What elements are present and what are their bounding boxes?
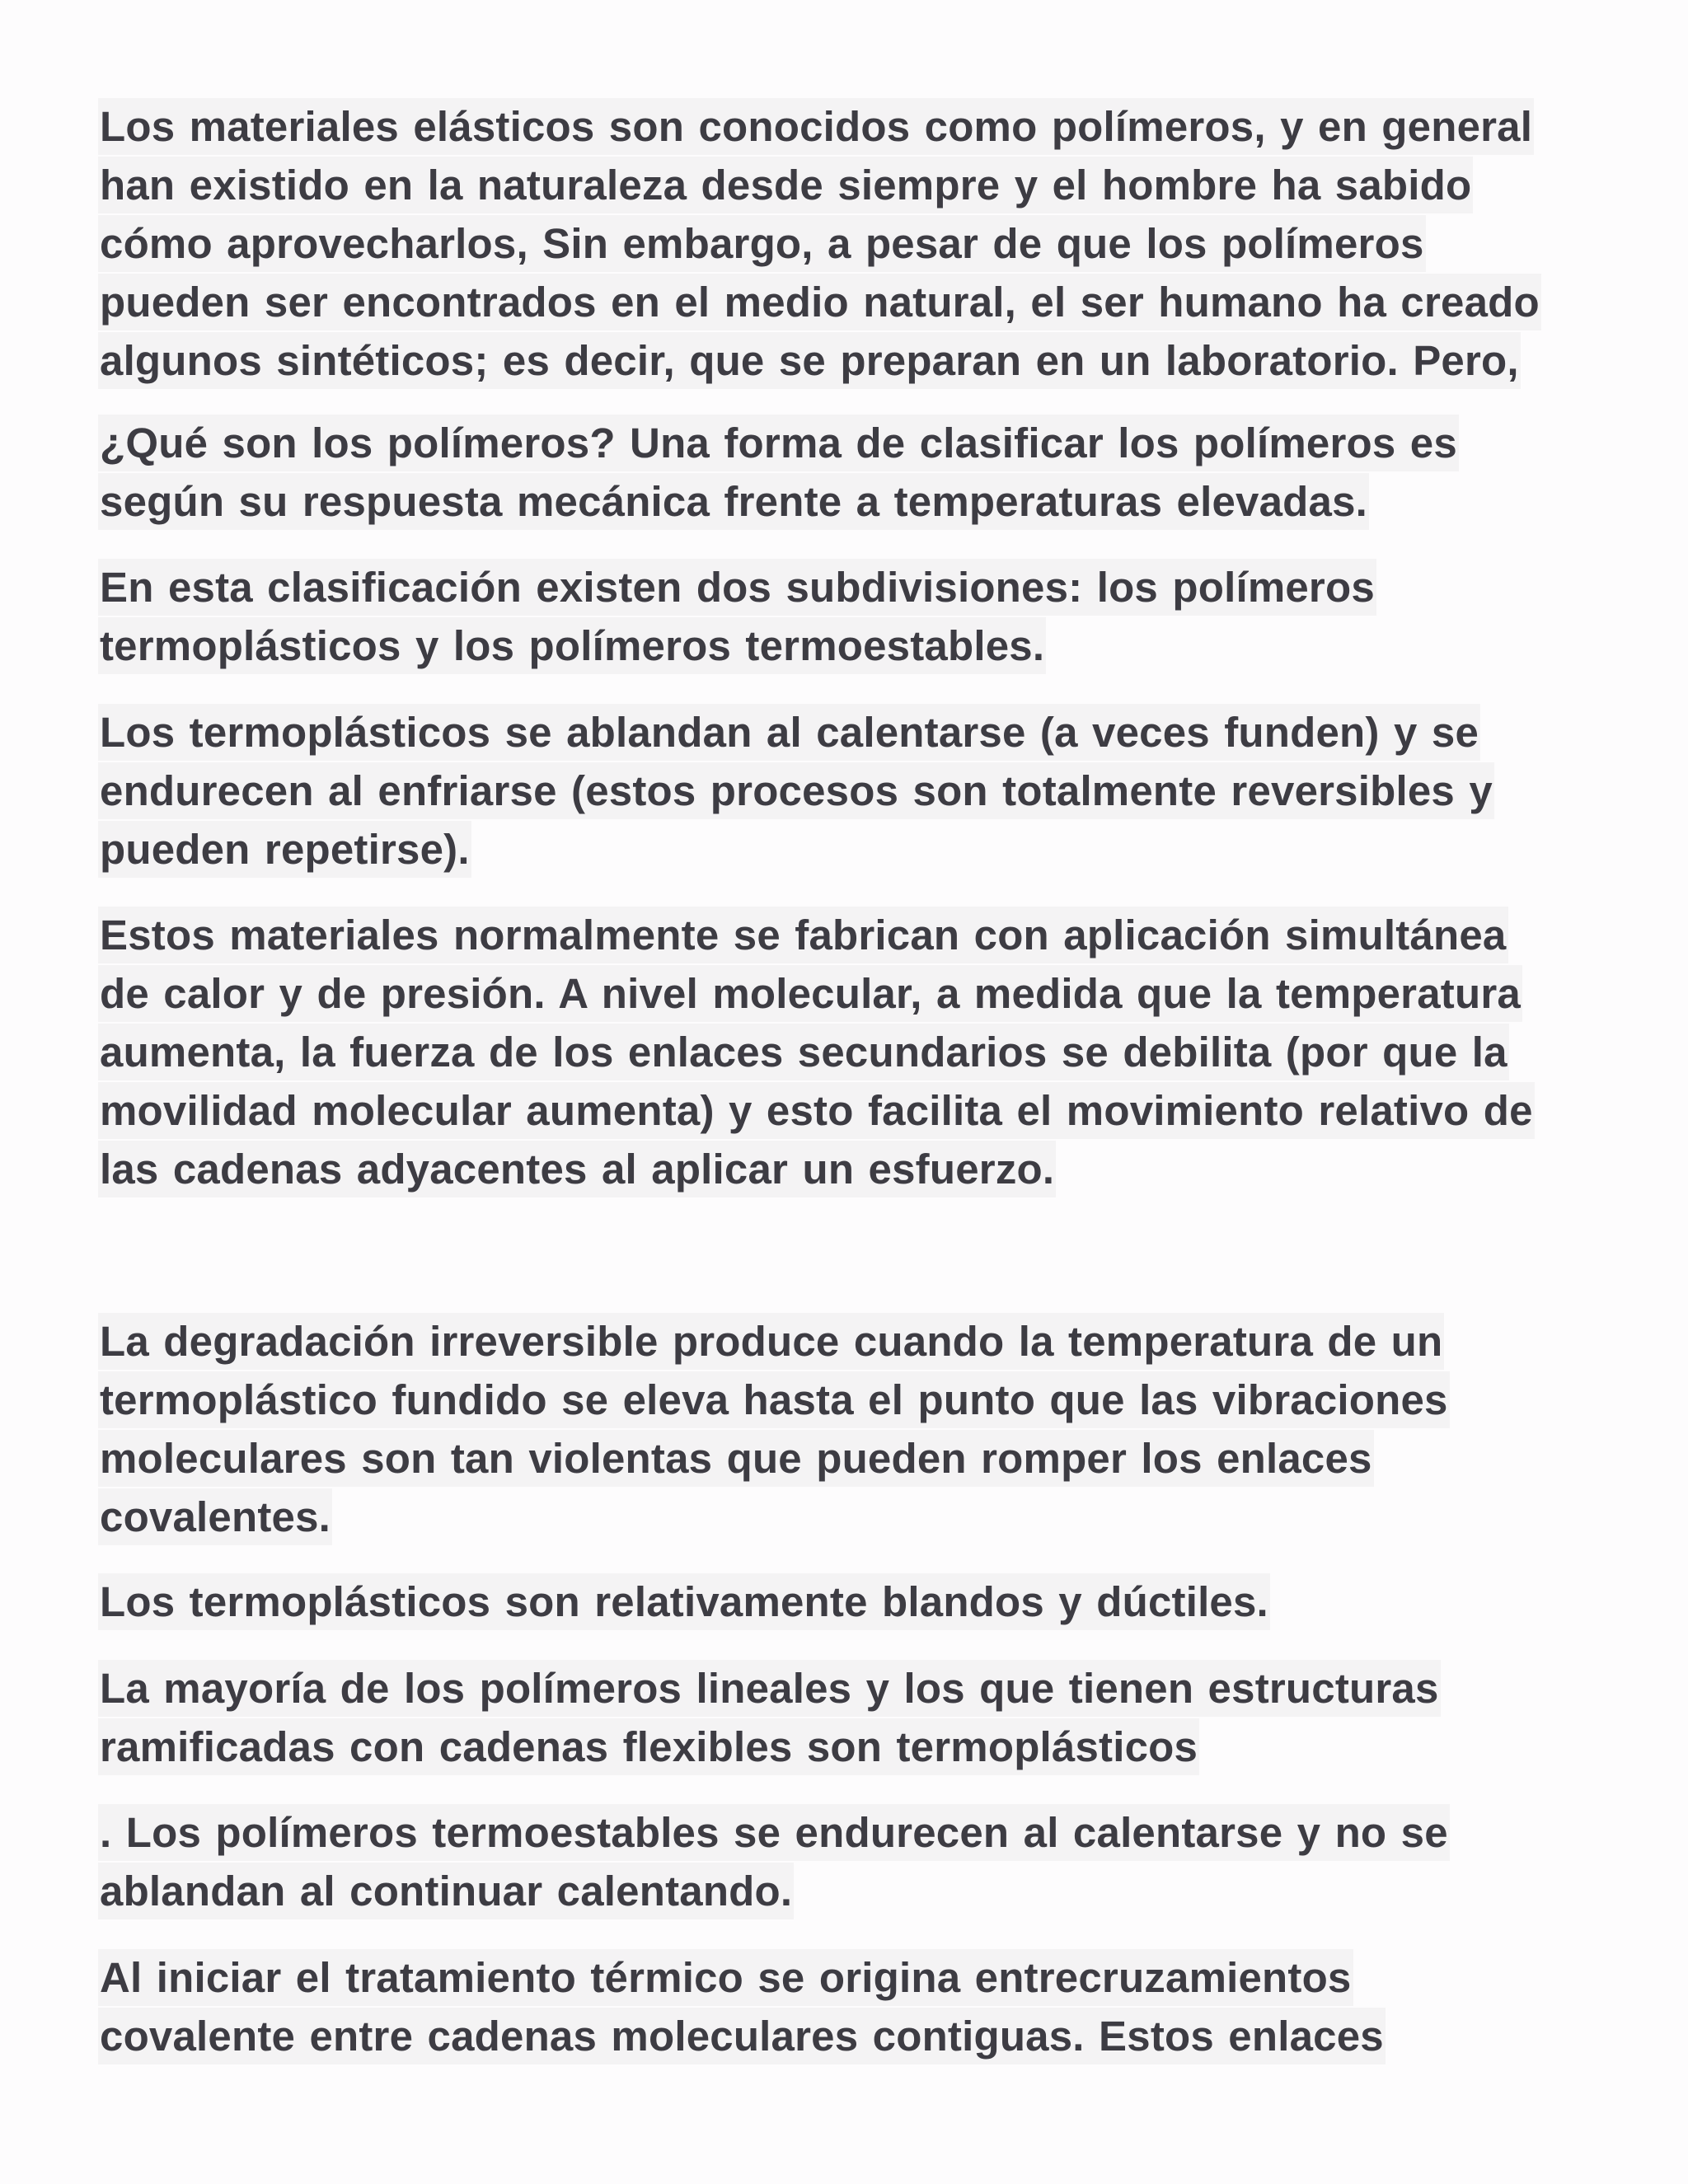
text-line: . Los polímeros termoestables se endurecen al calentarse y no se — [98, 1803, 1450, 1862]
paragraph-thermoplastics — [98, 703, 1494, 879]
text-line: las cadenas adyacentes al aplicar un esfuerzo. — [98, 1140, 1535, 1198]
text-line: aumenta, la fuerza de los enlaces secundarios se debilita (por que la — [98, 1023, 1535, 1081]
text-line: Los materiales elásticos son conocidos como polímeros, y en general — [98, 97, 1541, 156]
text-line: En esta clasificación existen dos subdivisiones: los polímeros — [98, 558, 1376, 616]
text-line: Al iniciar el tratamiento térmico se origina entrecruzamientos — [98, 1948, 1386, 2007]
paragraph-polymers-intro — [98, 97, 1541, 390]
text-line: cómo aprovecharlos, Sin embargo, a pesar de que los polímeros — [98, 214, 1541, 273]
text-line: pueden repetirse). — [98, 820, 1494, 879]
text-line: según su respuesta mecánica frente a temperaturas elevadas. — [98, 472, 1459, 531]
text-line: termoplásticos y los polímeros termoestables. — [98, 616, 1376, 675]
text-line: covalente entre cadenas moleculares contiguas. Estos enlaces — [98, 2007, 1386, 2065]
text-line: ¿Qué son los polímeros? Una forma de clasificar los polímeros es — [98, 414, 1459, 472]
text-line: termoplástico fundido se eleva hasta el punto que las vibraciones — [98, 1371, 1450, 1429]
text-line: ramificadas con cadenas flexibles son termoplásticos — [98, 1718, 1441, 1776]
paragraph-thermal-treatment — [98, 1948, 1386, 2065]
paragraph-classification — [98, 558, 1376, 675]
paragraph-what-are-polymers — [98, 414, 1459, 531]
text-line: han existido en la naturaleza desde siempre y el hombre ha sabido — [98, 156, 1541, 214]
text-line: Los termoplásticos son relativamente blandos y dúctiles. — [98, 1572, 1270, 1631]
text-line: Los termoplásticos se ablandan al calentarse (a veces funden) y se — [98, 703, 1494, 762]
paragraph-fabrication — [98, 906, 1535, 1198]
text-line: ablandan al continuar calentando. — [98, 1862, 1450, 1920]
text-line: algunos sintéticos; es decir, que se preparan en un laboratorio. Pero, — [98, 331, 1541, 390]
text-line: Estos materiales normalmente se fabrican con aplicación simultánea — [98, 906, 1535, 964]
paragraph-thermosets — [98, 1803, 1450, 1920]
paragraph-degradation — [98, 1312, 1450, 1546]
text-line: La degradación irreversible produce cuando la temperatura de un — [98, 1312, 1450, 1371]
text-line: covalentes. — [98, 1488, 1450, 1546]
paragraph-soft-ductile — [98, 1572, 1270, 1631]
text-line: La mayoría de los polímeros lineales y los que tienen estructuras — [98, 1659, 1441, 1718]
text-line: de calor y de presión. A nivel molecular, a medida que la temperatura — [98, 964, 1535, 1023]
text-line: movilidad molecular aumenta) y esto facilita el movimiento relativo de — [98, 1081, 1535, 1140]
paragraph-linear-polymers — [98, 1659, 1441, 1776]
text-line: endurecen al enfriarse (estos procesos son totalmente reversibles y — [98, 762, 1494, 820]
text-line: moleculares son tan violentas que pueden romper los enlaces — [98, 1429, 1450, 1488]
text-line: pueden ser encontrados en el medio natural, el ser humano ha creado — [98, 273, 1541, 331]
